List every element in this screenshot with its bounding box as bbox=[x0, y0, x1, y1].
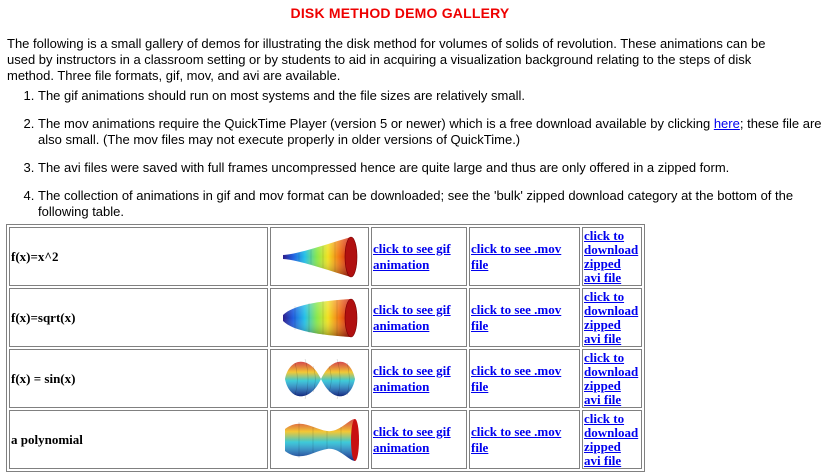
avi-link-line: avi file bbox=[584, 330, 622, 346]
note-text: ; these file are also small. (The mov files may not execute properly in older versions of QuickTime.) bbox=[38, 116, 822, 147]
function-label: f(x)=x^2 bbox=[9, 227, 268, 286]
function-label: f(x)=sqrt(x) bbox=[9, 288, 268, 347]
sine-solid-icon bbox=[279, 354, 361, 404]
thumbnail-cell bbox=[270, 288, 369, 347]
mov-file-link[interactable]: click to see .mov file bbox=[471, 301, 562, 333]
avi-link-line: avi file bbox=[584, 452, 622, 468]
avi-download-link[interactable] bbox=[584, 229, 640, 285]
avi-link-line: click to bbox=[584, 227, 625, 243]
avi-link-line: download bbox=[584, 363, 639, 379]
gif-animation-link[interactable]: click to see gif animation bbox=[373, 423, 451, 455]
quicktime-download-link[interactable]: here bbox=[713, 116, 740, 131]
page-title: DISK METHOD DEMO GALLERY bbox=[290, 5, 510, 21]
gif-animation-link[interactable]: click to see gif animation bbox=[373, 240, 451, 272]
avi-download-link[interactable] bbox=[584, 412, 640, 468]
avi-link-line: zipped bbox=[584, 255, 621, 271]
polynomial-solid-icon bbox=[279, 415, 361, 465]
mov-cell bbox=[469, 349, 580, 408]
avi-cell bbox=[582, 349, 642, 408]
mov-file-link[interactable]: click to see .mov file bbox=[471, 423, 562, 455]
gif-cell bbox=[371, 227, 467, 286]
avi-link-line: click to bbox=[584, 349, 625, 365]
mov-cell bbox=[469, 288, 580, 347]
paraboloid-disk-icon bbox=[279, 234, 361, 280]
note-text: The mov animations require the QuickTime Player (version 5 or newer) which is a free download available by clicking bbox=[38, 116, 714, 131]
gif-cell bbox=[371, 349, 467, 408]
mov-cell bbox=[469, 410, 580, 469]
table-row bbox=[9, 410, 642, 469]
list-item: 4. The collection of animations in gif and mov format can be downloaded; see the 'bulk' zipped download category at the bottom of the following table. bbox=[38, 188, 830, 220]
function-label: f(x) = sin(x) bbox=[9, 349, 268, 408]
avi-link-line: click to bbox=[584, 288, 625, 304]
avi-link-line: avi file bbox=[584, 269, 622, 285]
avi-download-link[interactable] bbox=[584, 351, 640, 407]
gif-cell bbox=[371, 410, 467, 469]
notes-list bbox=[0, 88, 830, 232]
mov-file-link[interactable]: click to see .mov file bbox=[471, 240, 562, 272]
gif-animation-link[interactable]: click to see gif animation bbox=[373, 301, 451, 333]
avi-cell bbox=[582, 410, 642, 469]
sqrt-solid-icon bbox=[279, 295, 361, 341]
avi-download-link[interactable] bbox=[584, 290, 640, 346]
thumbnail-cell bbox=[270, 410, 369, 469]
table-row bbox=[9, 349, 642, 408]
table-row bbox=[9, 227, 642, 286]
table-row bbox=[9, 288, 642, 347]
avi-cell bbox=[582, 227, 642, 286]
avi-cell bbox=[582, 288, 642, 347]
avi-link-line: download bbox=[584, 241, 639, 257]
intro-paragraph: The following is a small gallery of demos for illustrating the disk method for volumes of solids of revolution. These animations can be used by instructors in a classroom setting or by students to aid in acquiring a visualization background relating to the steps of disk method. Three file formats, gif, mov, and avi are available. bbox=[7, 36, 766, 83]
mov-cell bbox=[469, 227, 580, 286]
list-item: 1. The gif animations should run on most systems and the file sizes are relatively small. bbox=[38, 88, 830, 104]
avi-link-line: zipped bbox=[584, 316, 621, 332]
gif-cell bbox=[371, 288, 467, 347]
thumbnail-cell bbox=[270, 349, 369, 408]
function-label: a polynomial bbox=[9, 410, 268, 469]
list-item bbox=[38, 116, 830, 148]
avi-link-line: zipped bbox=[584, 377, 621, 393]
gif-animation-link[interactable]: click to see gif animation bbox=[373, 362, 451, 394]
demo-gallery-table bbox=[6, 224, 645, 472]
avi-link-line: click to bbox=[584, 410, 625, 426]
avi-link-line: zipped bbox=[584, 438, 621, 454]
avi-link-line: download bbox=[584, 424, 639, 440]
thumbnail-cell bbox=[270, 227, 369, 286]
avi-link-line: avi file bbox=[584, 391, 622, 407]
mov-file-link[interactable]: click to see .mov file bbox=[471, 362, 562, 394]
list-item: 3. The avi files were saved with full frames uncompressed hence are quite large and thus are only offered in a zipped form. bbox=[38, 160, 830, 176]
avi-link-line: download bbox=[584, 302, 639, 318]
